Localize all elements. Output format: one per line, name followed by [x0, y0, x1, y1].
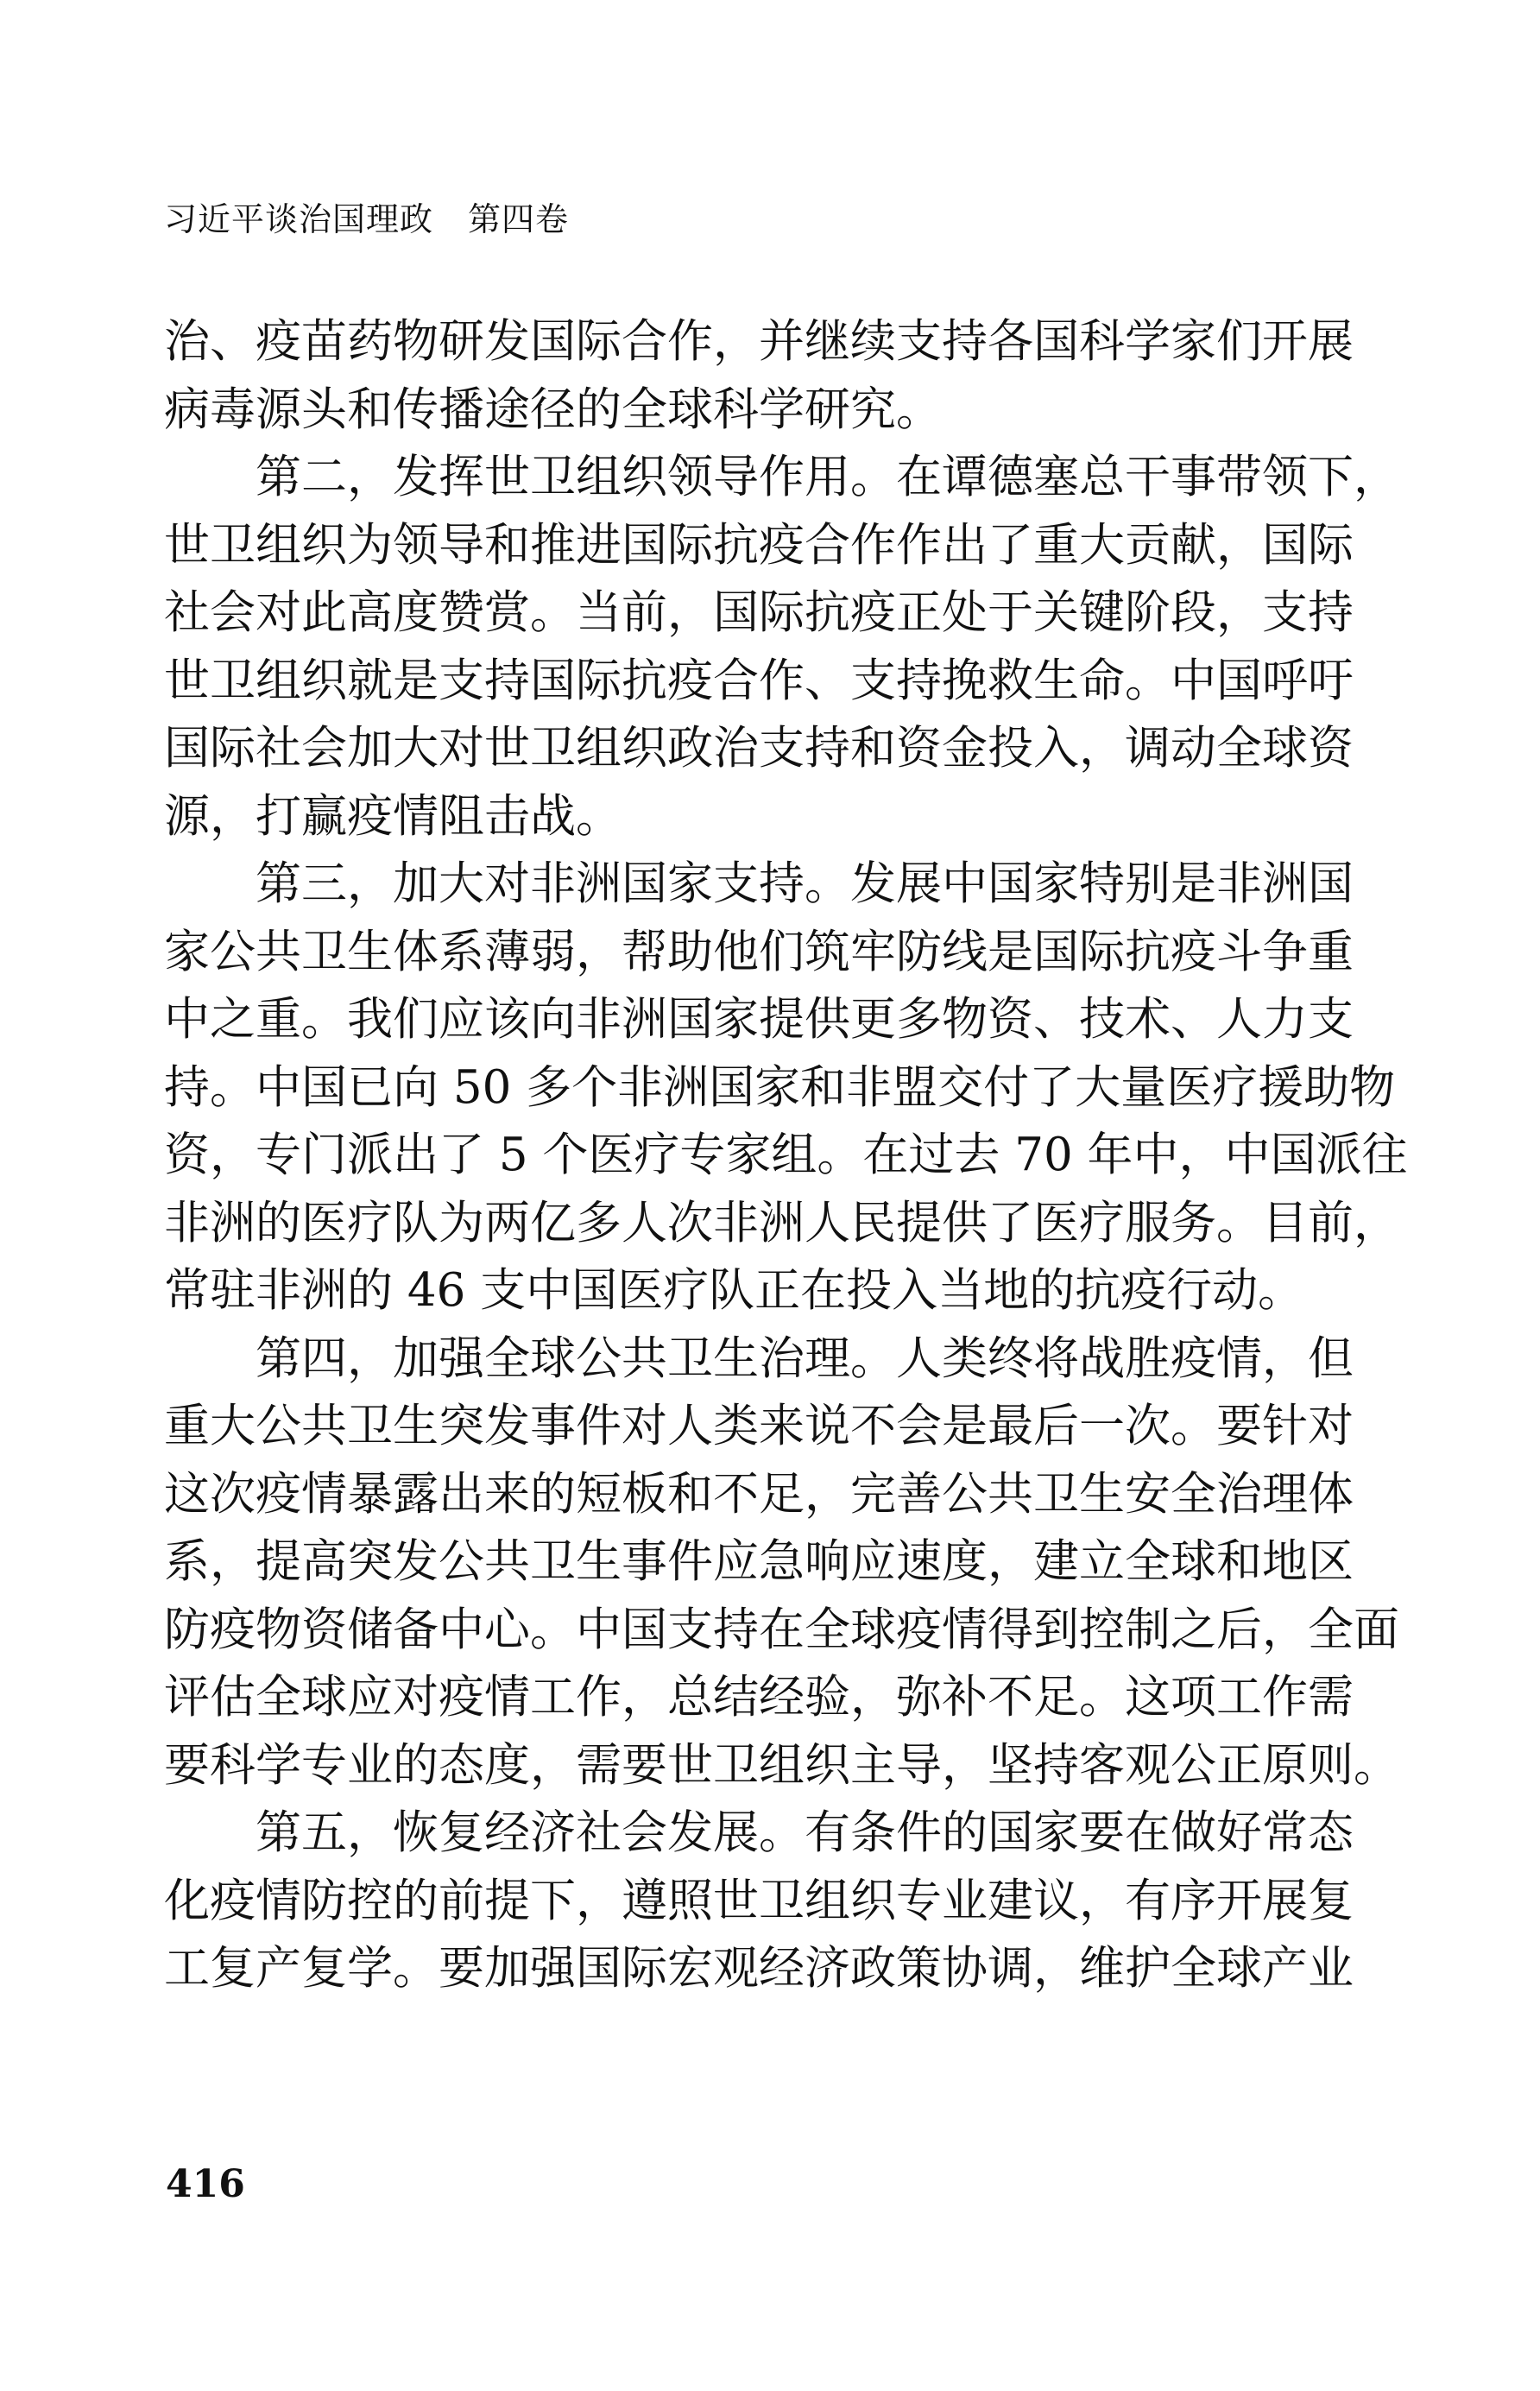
text-line: 要科学专业的态度，需要世卫组织主导，坚持客观公正原则。 — [164, 1738, 1399, 1792]
body-text — [164, 308, 1408, 2003]
text-line: 系，提高突发公共卫生事件应急响应速度，建立全球和地区 — [164, 1535, 1354, 1588]
text-line: 工复产复学。要加强国际宏观经济政策协调，维护全球产业 — [164, 1942, 1354, 1995]
text-line: 病毒源头和传播途径的全球科学研究。 — [164, 383, 942, 436]
text-line: 持。中国已向 50 多个非洲国家和非盟交付了大量医疗援助物 — [164, 1060, 1396, 1114]
page-number: 416 — [166, 2162, 245, 2206]
text-line: 第五，恢复经济社会发展。有条件的国家要在做好常态 — [256, 1806, 1354, 1859]
book-title: 习近平谈治国理政 — [164, 200, 434, 238]
text-line: 中之重。我们应该向非洲国家提供更多物资、技术、人力支 — [164, 993, 1354, 1046]
text-line: 世卫组织就是支持国际抗疫合作、支持挽救生命。中国呼吁 — [164, 654, 1354, 707]
text-line: 常驻非洲的 46 支中国医疗队正在投入当地的抗疫行动。 — [164, 1264, 1304, 1317]
text-line: 化疫情防控的前提下，遵照世卫组织专业建议，有序开展复 — [164, 1874, 1354, 1927]
text-line: 第四，加强全球公共卫生治理。人类终将战胜疫情，但 — [256, 1331, 1354, 1385]
volume-label: 第四卷 — [468, 200, 570, 238]
text-line: 非洲的医疗队为两亿多人次非洲人民提供了医疗服务。目前， — [164, 1196, 1399, 1249]
text-line: 第三，加大对非洲国家支持。发展中国家特别是非洲国 — [256, 857, 1354, 910]
text-line: 第二，发挥世卫组织领导作用。在谭德塞总干事带领下， — [256, 451, 1399, 503]
text-line: 这次疫情暴露出来的短板和不足，完善公共卫生安全治理体 — [164, 1467, 1354, 1521]
text-line: 重大公共卫生突发事件对人类来说不会是最后一次。要针对 — [164, 1400, 1354, 1452]
text-line: 评估全球应对疫情工作，总结经验，弥补不足。这项工作需 — [164, 1671, 1354, 1724]
text-line: 治、疫苗药物研发国际合作，并继续支持各国科学家们开展 — [164, 315, 1354, 368]
running-head — [164, 195, 569, 244]
text-line: 资，专门派出了 5 个医疗专家组。在过去 70 年中，中国派往 — [164, 1129, 1408, 1181]
text-line: 防疫物资储备中心。中国支持在全球疫情得到控制之后，全面 — [164, 1603, 1399, 1656]
text-line: 家公共卫生体系薄弱，帮助他们筑牢防线是国际抗疫斗争重 — [164, 925, 1354, 978]
text-line: 源，打赢疫情阻击战。 — [164, 789, 622, 843]
text-line: 世卫组织为领导和推进国际抗疫合作作出了重大贡献，国际 — [164, 518, 1354, 572]
text-line: 国际社会加大对世卫组织政治支持和资金投入，调动全球资 — [164, 722, 1354, 775]
text-line: 社会对此高度赞赏。当前，国际抗疫正处于关键阶段，支持 — [164, 586, 1354, 639]
